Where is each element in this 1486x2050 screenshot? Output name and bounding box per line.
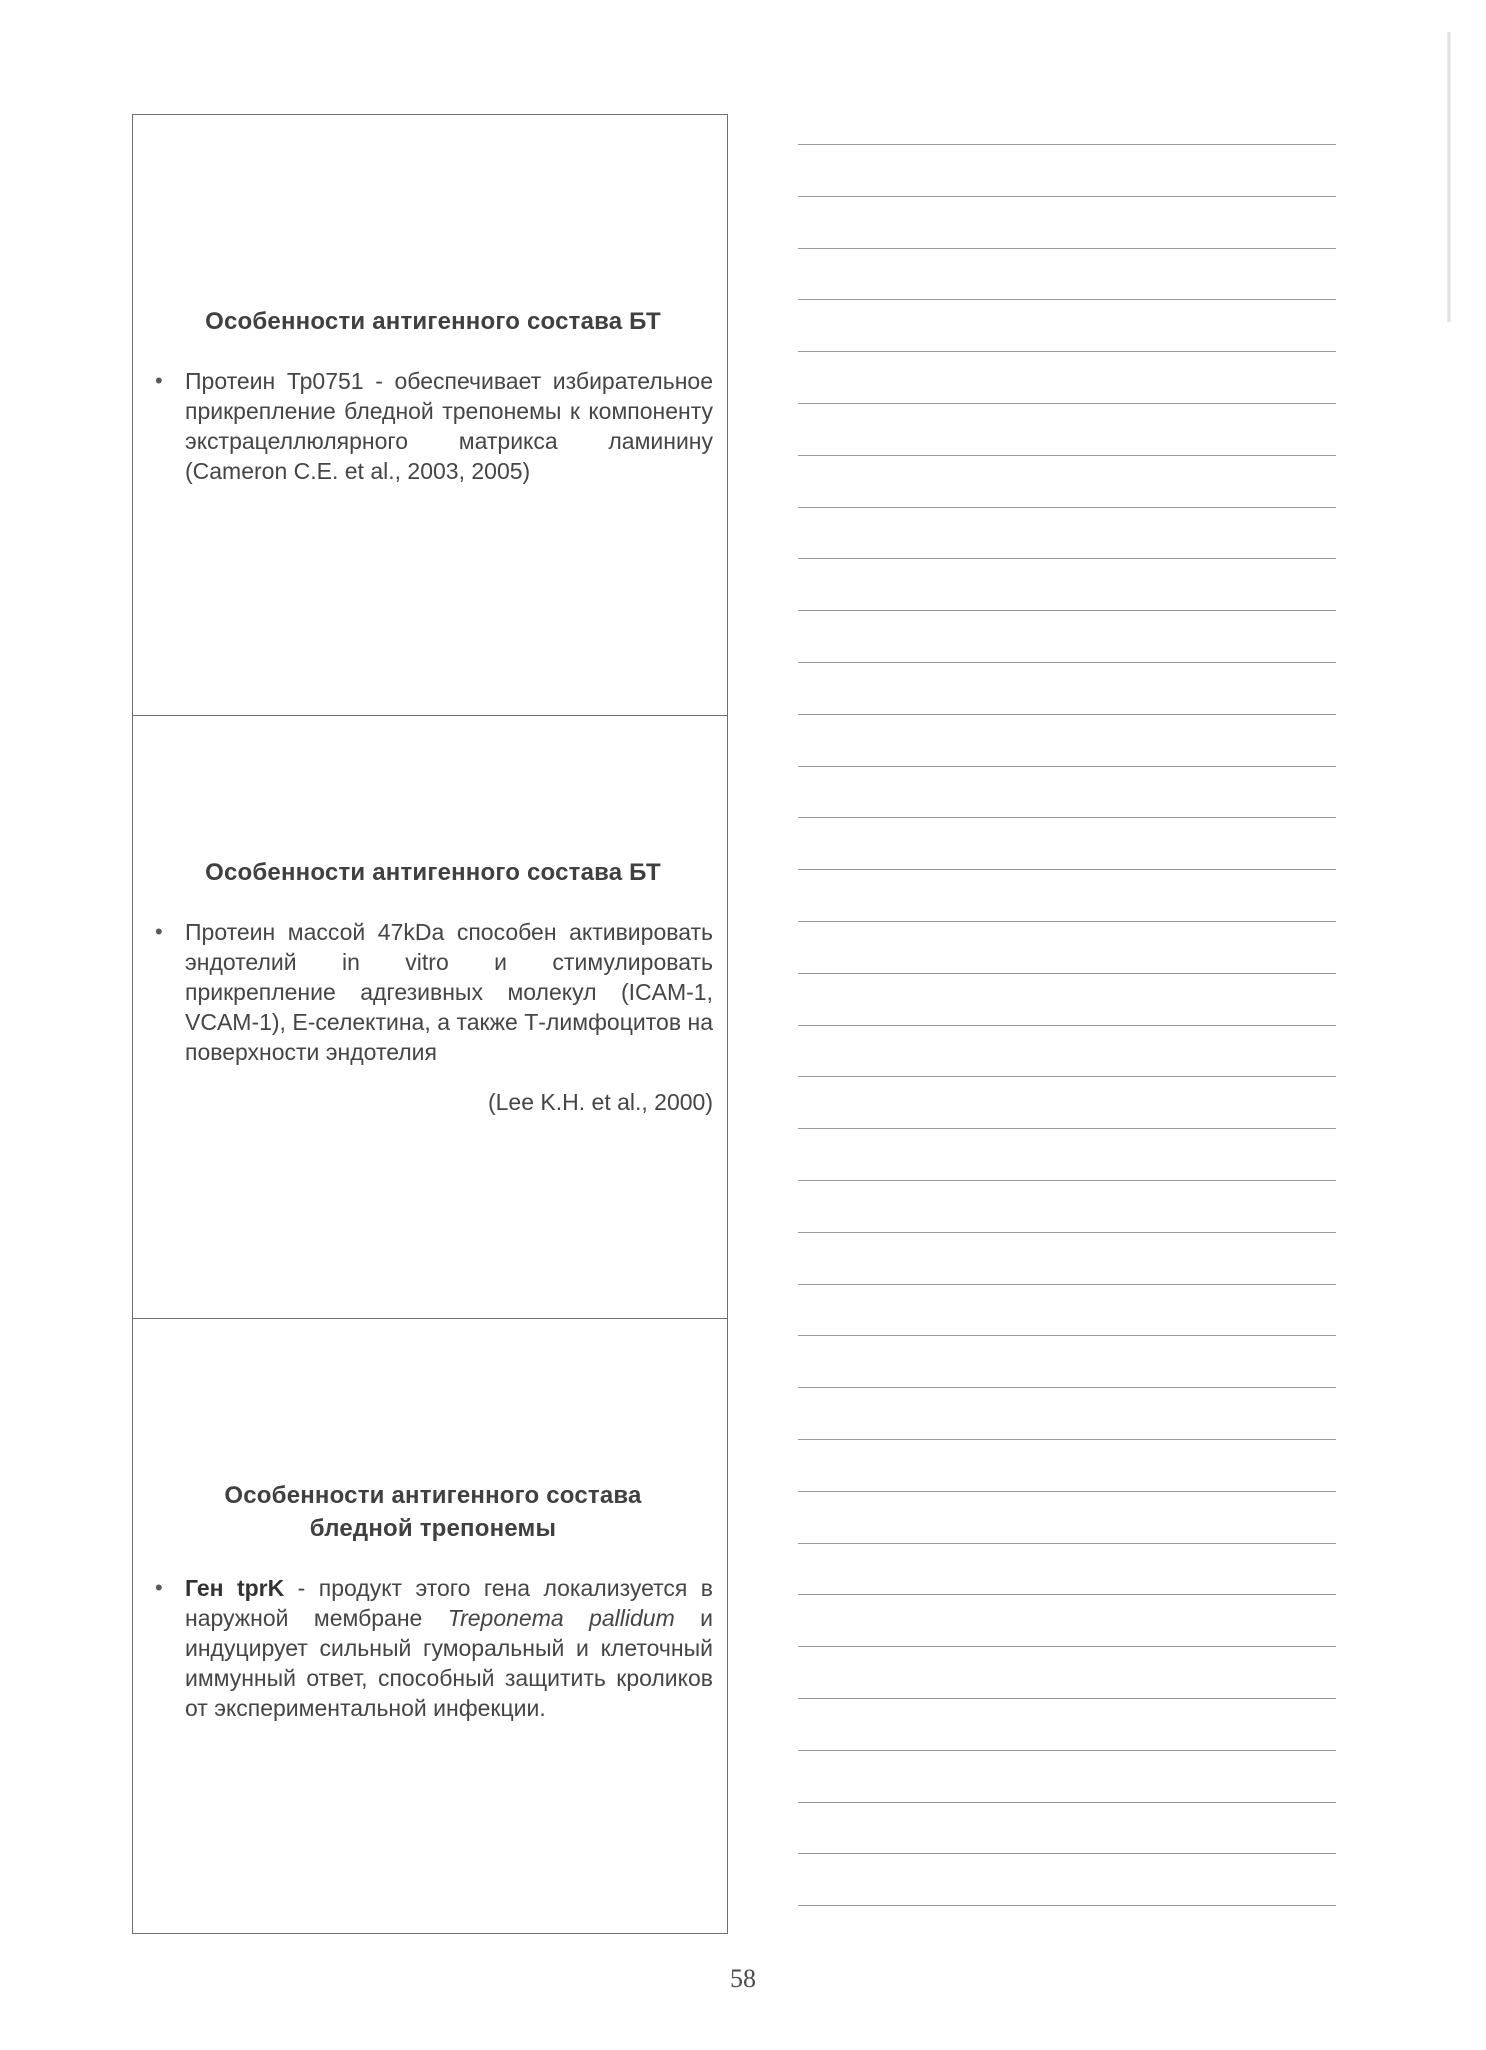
note-line [798,1905,1336,1906]
note-line [798,1698,1336,1699]
note-line [798,196,1336,197]
bullet-point-icon: • [155,1575,163,1600]
note-line [798,299,1336,300]
slide-2 [133,715,727,1318]
note-line [798,1284,1336,1285]
slide-1 [133,115,727,715]
note-line [798,1646,1336,1647]
slide-3-text-part-1: - продукт этого гена локализуется в наружной мембране [185,1575,713,1631]
note-line [798,817,1336,818]
slide-2-citation: (Lee K.H. et al., 2000) [487,1089,713,1115]
note-line [798,1387,1336,1388]
notes-lines-area [798,0,1336,1940]
gene-name: Ген tprK [185,1575,285,1601]
slide-2-bullet [153,917,713,1067]
note-line [798,766,1336,767]
note-line [798,351,1336,352]
note-line [798,558,1336,559]
slide-3-text-part-2: и индуцирует сильный гуморальный и клеточный иммунный ответ, способный защитить кроликов от экспериментальной инфекции. [185,1605,713,1721]
note-line [798,1076,1336,1077]
note-line [798,714,1336,715]
note-line [798,1335,1336,1336]
note-line [798,248,1336,249]
page-number: 58 [730,1964,756,1993]
note-line [798,1750,1336,1751]
slide-1-title: Особенности антигенного состава БТ [205,308,661,335]
slide-3-bullet-text [185,1573,713,1723]
slide-3 [133,1318,727,1933]
note-line [798,1128,1336,1129]
note-line [798,921,1336,922]
slides-column [132,114,728,1934]
note-line [798,1232,1336,1233]
note-line [798,403,1336,404]
note-line [798,1594,1336,1595]
note-line [798,973,1336,974]
note-line [798,662,1336,663]
note-line [798,1439,1336,1440]
note-line [798,507,1336,508]
slide-3-bullet [153,1573,713,1723]
note-line [798,144,1336,145]
slide-2-bullet-text: Протеин массой 47kDa способен активировать эндотелий in vitro и стимулировать прикрепление адгезивных молекул (ICAM-1, VCAM-1), Е-селектина, а также Т-лимфоцитов на поверхности эндотелия [185,919,713,1065]
note-line [798,455,1336,456]
bullet-point-icon: • [155,919,163,944]
note-line [798,1853,1336,1854]
note-line [798,869,1336,870]
note-line [798,1543,1336,1544]
slide-1-bullet-text: Протеин Тр0751 - обеспечивает избирательное прикрепление бледной трепонемы к компоненту экстрацеллюлярного матрикса ламинину (Cameron C.E. et al., 2003, 2005) [185,368,713,484]
species-name: Treponema pallidum [447,1605,675,1631]
bullet-point-icon: • [155,368,163,393]
note-line [798,1802,1336,1803]
slide-3-title: Особенности антигенного состава бледной трепонемы [224,1482,642,1542]
note-line [798,1180,1336,1181]
note-line [798,610,1336,611]
slide-1-bullet [153,366,713,486]
scan-edge-shadow [1447,32,1451,322]
note-line [798,1025,1336,1026]
slide-2-title: Особенности антигенного состава БТ [205,859,661,886]
note-line [798,1491,1336,1492]
